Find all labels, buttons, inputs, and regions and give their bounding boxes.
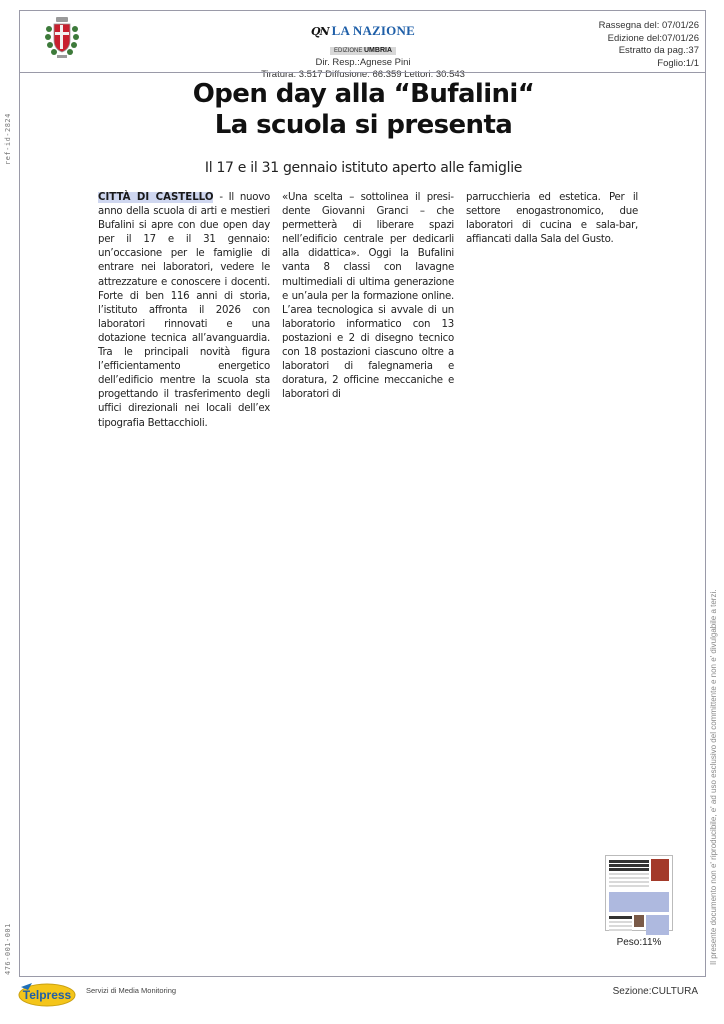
footer-tagline: Servizi di Media Monitoring [86,986,177,995]
svg-text:Telpress: Telpress [22,988,72,1002]
reference-id: ref-id-2824 [4,113,12,165]
header-divider [20,72,705,73]
rassegna-date: Rassegna del: 07/01/26 [598,20,699,31]
copyright-notice: Il presente documento non e' riproducibile, e' ad uso esclusivo del committente e non e' divulgabile a terzi. [709,589,718,965]
weight-percentage: Peso:11% [616,937,662,948]
article-headline [20,79,707,141]
brand-prefix: QN [311,25,329,38]
director-line: Dir. Resp.:Agnese Pini [315,57,411,68]
article-subheadline: Il 17 e il 31 gennaio istituto aperto alle famiglie [204,160,523,176]
clipping-meta [599,20,699,70]
edition-date: Edizione del:07/01/26 [607,32,699,44]
sheet-count: Foglio:1/1 [657,57,699,69]
article-kicker: CITTÀ DI CASTELLO [98,192,214,203]
city-coat-of-arms-icon [42,15,82,65]
brand-name: LA NAZIONE [331,23,415,38]
column-text: «Una scelta – sottolinea il presidente Giovanni Granci – che permetterà di liberare spazi nell’edificio centrale per dedicarli alla didattica». Oggi la Bufalini vanta 8 classi con lavagne multimediali di ultima generazione e un’aula per la formazione online. L’area tecnologica si avvale di un laboratorio informatico con 13 postazioni e 2 di disegno tecnico con 18 postazioni ciascuno oltre a laboratori di falegnameria e doratura, 2 officine meccaniche e laboratori di [282,192,454,401]
section-label: Sezione:CULTURA [612,986,698,997]
headline-line-2: La scuola si presenta [214,110,513,140]
edition-label: EDIZIONE [333,48,363,54]
edition-region: UMBRIA [364,47,392,54]
article-column-2 [282,191,454,431]
column-text: parrucchieria ed estetica. Per il settore enogastronomico, due laboratori di cucina e sala-bar, affiancati dalla Sala del Gusto. [466,192,638,246]
document-code: 476-001-001 [4,923,12,975]
headline-line-1: Open day alla “Bufalini“ [192,79,535,109]
page-extract: Estratto da pag.:37 [618,45,699,56]
edition-badge [330,47,396,55]
clipping-frame [19,10,706,977]
telpress-logo-icon [18,981,76,1007]
article-column-3 [466,191,638,431]
article-body [98,191,638,431]
column-text: - Il nuovo anno della scuola di arti e mestieri Bufalini si apre con due open day per il 17 e il 31 gennaio: un’occasione per le famiglie di entrare nei laboratori, vedere le attrezzature e conoscere i docenti. Forte di ben 116 anni di storia, l’istituto affronta il 2026 con laboratori rinnovati e una dotazione tecnica all’avanguardia. Tra le principali novità figura l’efficientamento energetico dell’edificio mentre la scuola sta progettando il trasferimento degli uffici direzionali nei locali dell’ex tipografia Bettacchioli. [98,192,271,429]
circulation-line: Tiratura: 3.517 Diffusione: 66.359 Lettori: 30.543 [261,69,465,80]
newspaper-logo [220,23,506,39]
article-column-1 [98,191,270,431]
page-thumbnail-icon [605,855,673,931]
